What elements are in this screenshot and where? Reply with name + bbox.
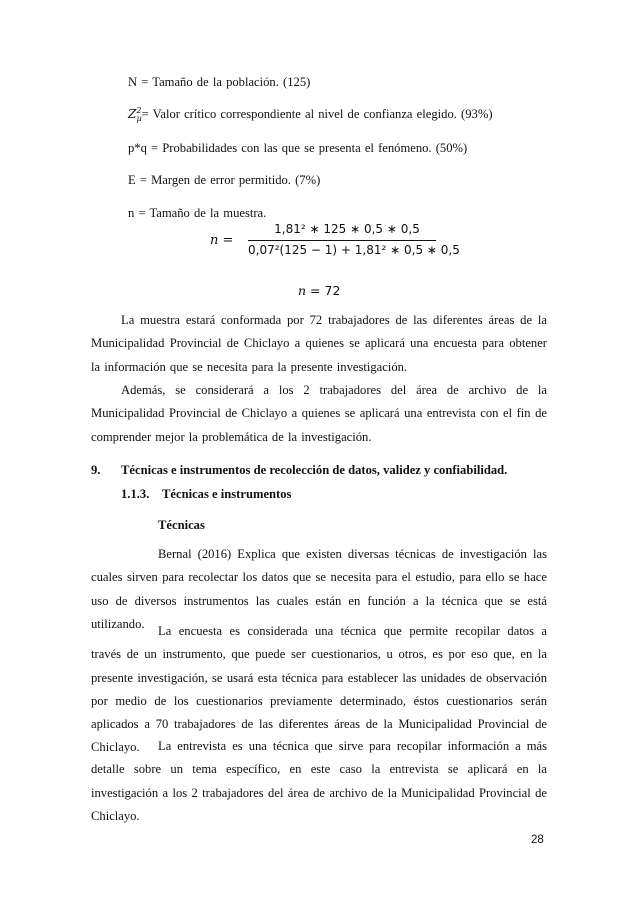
definition-critical-value [128, 106, 493, 122]
definition-sample-size: n = Tamaño de la muestra. [128, 206, 267, 220]
paragraph-sample: La muestra estará conformada por 72 trabajadores de las diferentes áreas de la Municipalidad Provincial de Chiclayo a quienes se aplicará una encuesta para obtener la información que se necesita para la presente investigación. [91, 313, 547, 374]
definition-error-margin: E = Margen de error permitido. (7%) [128, 173, 321, 187]
result-value: = 72 [310, 283, 341, 298]
definition-population: N = Tamaño de la población. (125) [128, 75, 311, 89]
paragraph-interview: La entrevista es una técnica que sirve para recopilar información a más detalle sobre un tema específico, en este caso la entrevista se aplicará en la investigación a los 2 trabajadores del área de archivo de la Municipalidad Provincial de Chiclayo. [91, 739, 547, 823]
formula-numerator: 1,81² ∗ 125 ∗ 0,5 ∗ 0,5 [274, 222, 420, 236]
definition-probabilities: p*q = Probabilidades con las que se presenta el fenómeno. (50%) [128, 141, 468, 155]
subsection-title: Técnicas e instrumentos [162, 487, 292, 501]
paragraph-bernal: Bernal (2016) Explica que existen diversas técnicas de investigación las cuales sirven para recolectar los datos que se necesita para el estudio, para ello se hace uso de diversos instrumentos las cuales están en función a la técnica que se está utilizando. [91, 547, 547, 631]
formula-denominator: 0,07²(125 − 1) + 1,81² ∗ 0,5 ∗ 0,5 [248, 243, 460, 257]
result-variable: n [298, 283, 307, 298]
formula-result [298, 283, 340, 298]
section-number: 9. [91, 463, 101, 477]
definition-critical-value-text: = Valor crítico correspondiente al nivel de confianza elegido. (93%) [141, 107, 493, 121]
page-number: 28 [531, 834, 544, 846]
sample-size-formula [210, 218, 460, 268]
techniques-heading: Técnicas [158, 518, 205, 532]
paragraph-survey: La encuesta es considerada una técnica que permite recopilar datos a través de un instrumento, que puede ser cuestionarios, u otros, es por eso que, en la presente investigación, se usará esta técnica para establecer las unidades de observación por medio de los cuestionarios previamente determinado, éstos cuestionarios serán aplicados a 70 trabajadores de las diferentes áreas de la Municipalidad Provincial de Chiclayo. [91, 624, 547, 755]
formula-lhs: n = [210, 233, 234, 248]
section-title: Técnicas e instrumentos de recolección de datos, validez y confiabilidad. [121, 463, 508, 477]
paragraph-interview-sample: Además, se considerará a los 2 trabajadores del área de archivo de la Municipalidad Provincial de Chiclayo a quienes se aplicará una entrevista con el fin de comprender mejor la problemática de la investigación. [91, 383, 547, 444]
subsection-number: 1.1.3. [121, 487, 150, 501]
fraction-bar [248, 240, 436, 241]
z-symbol: $Z^2_\mu$ [128, 106, 142, 124]
